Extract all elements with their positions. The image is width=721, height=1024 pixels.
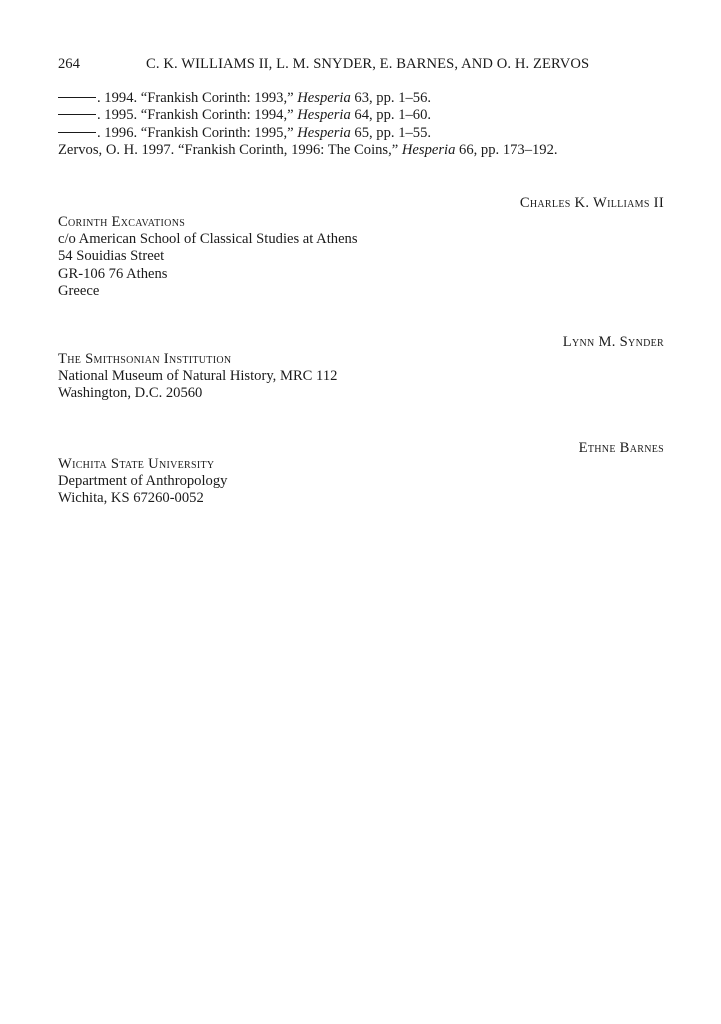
reference-list xyxy=(58,90,678,159)
page-number: 264 xyxy=(58,56,80,72)
journal-title: Hesperia xyxy=(297,90,351,106)
institution-name: The Smithsonian Institution xyxy=(58,351,232,367)
author-address xyxy=(58,351,337,403)
reference-entry: . 1996. “Frankish Corinth: 1995,” Hesperia 65, pp. 1–55. xyxy=(58,125,678,142)
reference-entry: . 1995. “Frankish Corinth: 1994,” Hesperia 64, pp. 1–60. xyxy=(58,107,678,124)
running-head: C. K. WILLIAMS II, L. M. SNYDER, E. BARNES, AND O. H. ZERVOS xyxy=(146,56,590,72)
address-line: Washington, D.C. 20560 xyxy=(58,385,203,402)
author-address xyxy=(58,456,227,508)
address-line: 54 Souidias Street xyxy=(58,248,165,265)
author-address xyxy=(58,214,358,300)
address-line: Wichita, KS 67260-0052 xyxy=(58,490,204,507)
address-line: National Museum of Natural History, MRC 112 xyxy=(58,368,338,385)
repeat-author-dash xyxy=(58,114,96,115)
repeat-author-dash xyxy=(58,132,96,133)
reference-entry: . 1994. “Frankish Corinth: 1993,” Hesperia 63, pp. 1–56. xyxy=(58,90,678,107)
institution-name: Wichita State University xyxy=(58,456,215,472)
address-line: GR-106 76 Athens xyxy=(58,265,168,282)
journal-title: Hesperia xyxy=(297,107,351,124)
address-line: Greece xyxy=(58,282,100,299)
journal-title: Hesperia xyxy=(297,124,351,141)
institution-name: Corinth Excavations xyxy=(58,214,186,230)
address-line: Department of Anthropology xyxy=(58,473,228,490)
author-name: Lynn M. Synder xyxy=(562,334,664,350)
author-name: Ethne Barnes xyxy=(578,440,664,456)
repeat-author-dash xyxy=(58,97,96,98)
journal-title: Hesperia xyxy=(401,141,456,158)
address-line: c/o American School of Classical Studies at Athens xyxy=(58,231,358,248)
author-name: Charles K. Williams II xyxy=(519,195,664,211)
page-header xyxy=(58,56,678,74)
reference-entry: Zervos, O. H. 1997. “Frankish Corinth, 1996: The Coins,” Hesperia 66, pp. 173–192. xyxy=(58,141,558,158)
